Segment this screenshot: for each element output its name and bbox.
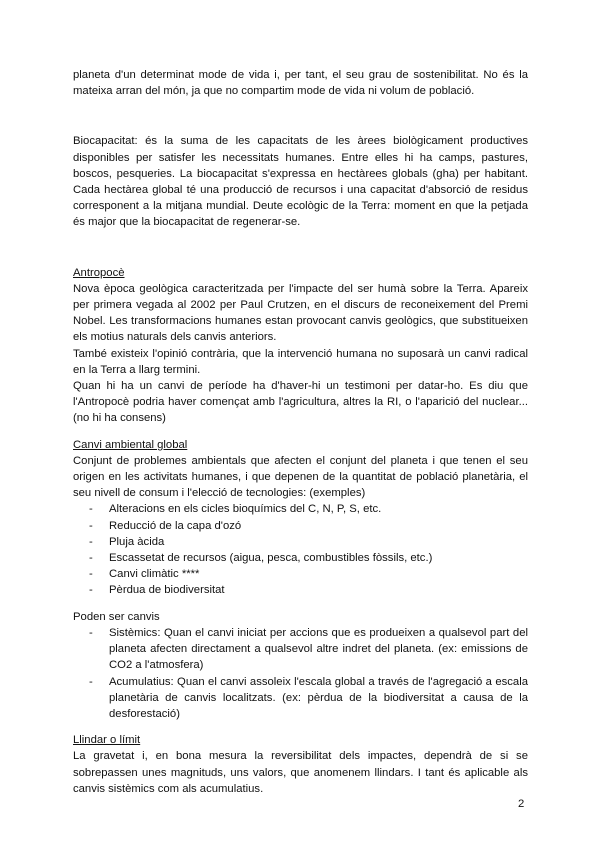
dash-mark: - <box>89 675 93 688</box>
antropoce-heading: Antropocè <box>73 266 125 279</box>
list-item-text: Sistèmics: Quan el canvi iniciat per accions que es produeixen a qualsevol part del planeta afecten directament a qualsevol altre indret del planeta. (ex: emissions de CO2 a l'atmosfera) <box>109 626 528 672</box>
examples-list <box>73 501 528 598</box>
antropoce-paragraph-1: Nova època geològica caracteritzada per l'impacte del ser humà sobre la Terra. Apareix per primera vegada al 2002 per Paul Crutzen, en el discurs de reconeixement del Premi Nobel. Les transformacions humanes estan provocant canvis geològics, que substitueixen els motius naturals dels canvis anteriors. <box>73 282 528 344</box>
list-item-text: Pèrdua de biodiversitat <box>109 584 225 597</box>
list-item <box>89 501 528 517</box>
biocapacitat-paragraph: Biocapacitat: és la suma de les capacitats de les àrees biològicament productives disponibles per satisfer les necessitats humanes. Entre elles hi ha camps, pastures, boscos, pesqueries. La biocapacitat s'expressa en hectàrees globals (gha) per habitant. Cada hectàrea global té una producció de recursos i una capacitat d'absorció de residus corresponent a la mitjana mundial. Deute ecològic de la Terra: moment en que la petjada és major que la biocapacitat de regenerar-se. <box>73 135 528 229</box>
list-item-text: Acumulatius: Quan el canvi assoleix l'escala global a través de l'agregació a escala planetària de canvis localitzats. (ex: pèrdua de la biodiversitat a causa de la desforestació) <box>109 675 528 720</box>
dash-mark: - <box>89 552 93 565</box>
list-item <box>89 518 528 534</box>
dash-mark: - <box>89 519 93 532</box>
antropoce-paragraph-2: També existeix l'opinió contrària, que la intervenció humana no suposarà un canvi radical en la Terra a llarg termini. <box>73 347 528 376</box>
list-item <box>89 674 528 723</box>
dash-mark: - <box>89 535 93 548</box>
llindar-heading: Llindar o límit <box>73 734 141 747</box>
page-number: 2 <box>518 798 525 810</box>
list-item-text: Pluja àcida <box>109 535 165 548</box>
list-item <box>89 625 528 674</box>
canvi-ambiental-paragraph: Conjunt de problemes ambientals que afecten el conjunt del planeta i que tenen el seu origen en les activitats humanes, i que depenen de la quantitat de població planetària, el seu nivell de consum i l'elecció de tecnologies: (exemples) <box>73 454 528 500</box>
change-types-list <box>73 625 528 722</box>
list-item <box>89 566 528 582</box>
llindar-paragraph: La gravetat i, en bona mesura la reversibilitat dels impactes, dependrà de si se sobrepassen unes magnituds, uns valors, que anomenem llindars. I tant és aplicable als canvis sistèmics com als acumulatius. <box>73 750 528 795</box>
poden-ser-intro: Poden ser canvis <box>73 610 160 623</box>
intro-paragraph: planeta d'un determinat mode de vida i, per tant, el seu grau de sostenibilitat. No és la mateixa arran del món, ja que no compartim mode de vida ni volum de població. <box>73 69 528 98</box>
dash-mark: - <box>89 568 93 581</box>
dash-mark: - <box>89 584 93 597</box>
list-item <box>89 582 528 598</box>
document-page <box>73 67 528 797</box>
list-item <box>89 550 528 566</box>
canvi-ambiental-heading: Canvi ambiental global <box>73 438 188 451</box>
dash-mark: - <box>89 503 93 516</box>
list-item-text: Reducció de la capa d'ozó <box>109 519 242 532</box>
list-item-text: Escassetat de recursos (aigua, pesca, combustibles fòssils, etc.) <box>109 552 433 565</box>
list-item-text: Canvi climàtic **** <box>109 568 200 581</box>
antropoce-paragraph-3: Quan hi ha un canvi de període ha d'haver-hi un testimoni per datar-ho. Es diu que l'Antropocè podria haver començat amb l'agricultura, altres la RI, o l'aparició del nuclear... (no hi ha consens) <box>73 380 528 425</box>
list-item-text: Alteracions en els cicles bioquímics del C, N, P, S, etc. <box>109 503 382 516</box>
dash-mark: - <box>89 626 93 639</box>
list-item <box>89 534 528 550</box>
